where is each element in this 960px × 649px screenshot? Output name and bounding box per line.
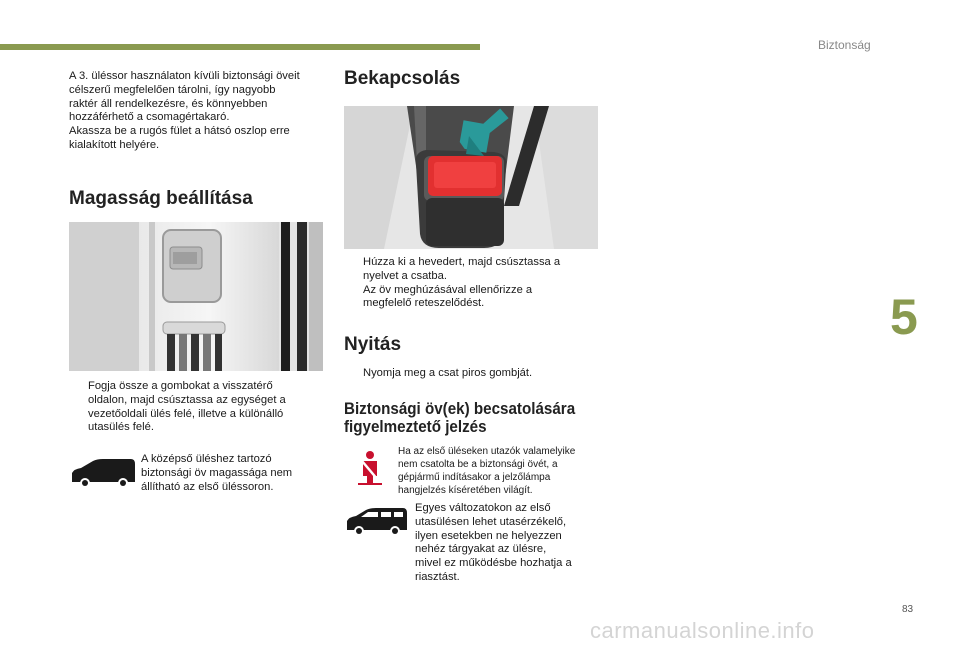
instruction-line: oldalon, majd csúsztassa az egységet a <box>88 393 286 406</box>
warning-line: Ha az első üléseken utazók valamelyike <box>398 446 576 457</box>
instruction-line: Nyomja meg a csat piros gombját. <box>363 367 533 379</box>
open-section-title: Nyitás <box>344 334 402 355</box>
seatbelt-warning-icon <box>355 450 385 486</box>
warning-title-line: figyelmeztető jelzés <box>344 418 487 436</box>
intro-line: Akassza be a rugós fület a hátsó oszlop erre <box>69 125 290 138</box>
instruction-line: megfelelő reteszelődést. <box>363 297 485 310</box>
intro-line: kialakított helyére. <box>69 138 160 151</box>
watermark: carmanualsonline.info <box>590 618 815 643</box>
chapter-number: 5 <box>890 289 918 345</box>
header-accent-bar <box>0 44 480 50</box>
height-instruction <box>69 380 329 435</box>
note-line: utasülésen lehet utasérzékelő, <box>415 515 567 528</box>
note-line: mivel ez működésbe hozhatja a <box>415 557 572 570</box>
note-line: állítható az első üléssoron. <box>141 480 274 493</box>
warning-line: gépjármű indításakor a jelzőlámpa <box>398 472 551 483</box>
buckle-instruction <box>344 284 600 312</box>
note-line: riasztást. <box>415 570 460 583</box>
sensor-note <box>415 502 615 585</box>
buckle-section-title: Bekapcsolás <box>344 68 461 89</box>
instruction-line: Húzza ki a hevedert, majd csúsztassa a <box>363 256 561 268</box>
intro-line: A 3. üléssor használaton kívüli biztonsági öveit <box>69 70 300 82</box>
page-number: 83 <box>902 604 914 615</box>
bullet-marker <box>69 380 88 435</box>
bullet-marker <box>344 367 363 381</box>
warning-text <box>398 445 618 497</box>
buckle-instructions <box>344 256 600 311</box>
height-adjuster-photo <box>69 222 323 371</box>
height-note <box>141 453 331 494</box>
note-line: biztonsági öv magassága nem <box>141 466 293 479</box>
buckle-photo <box>344 106 598 249</box>
van-icon <box>344 506 410 538</box>
instruction-line: nyelvet a csatba. <box>363 269 447 282</box>
section-name: Biztonság <box>818 38 871 52</box>
intro-line: célszerű megfelelően tárolni, így nagyobb <box>69 83 276 96</box>
note-line: nehéz tárgyakat az ülésre, <box>415 543 547 556</box>
intro-line: raktér áll rendelkezésre, és könnyebben <box>69 97 268 110</box>
instruction-line: vezetőoldali ülés felé, illetve a különálló <box>88 407 284 420</box>
warning-line: nem csatolta be a biztonsági övét, a <box>398 459 558 470</box>
buckle-instruction <box>344 256 600 284</box>
note-line: Egyes változatokon az első <box>415 502 551 514</box>
instruction-line: Fogja össze a gombokat a visszatérő <box>88 380 273 392</box>
van-icon <box>69 456 139 490</box>
open-instruction <box>344 367 600 381</box>
intro-line: hozzáférhető a csomagértakaró. <box>69 111 230 124</box>
note-line: A középső üléshez tartozó <box>141 453 272 465</box>
warning-section-title <box>344 400 614 436</box>
height-section-title: Magasság beállítása <box>69 188 253 209</box>
bullet-marker <box>344 256 363 284</box>
note-line: ilyen esetekben ne helyezzen <box>415 529 562 542</box>
warning-title-line: Biztonsági öv(ek) becsatolására <box>344 400 576 418</box>
warning-line: hangjelzés kíséretében világít. <box>398 485 533 496</box>
intro-paragraph <box>69 70 339 153</box>
instruction-line: utasülés felé. <box>88 421 154 434</box>
instruction-line: Az öv meghúzásával ellenőrizze a <box>363 283 533 296</box>
bullet-marker <box>344 284 363 312</box>
